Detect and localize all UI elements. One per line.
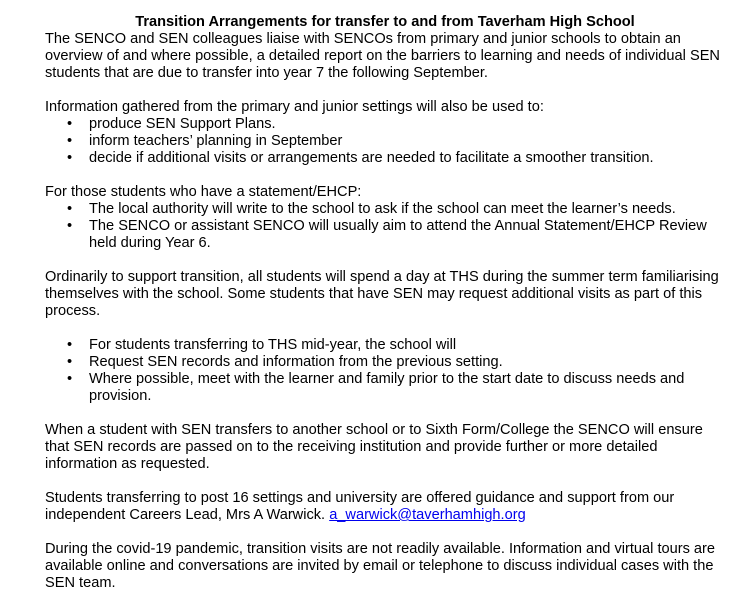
list-item: • Where possible, meet with the learner and family prior to the start date to discuss needs and provision. [45, 371, 725, 405]
paragraph-ehcp-intro: For those students who have a statement/EHCP: [45, 184, 362, 200]
list-item: • produce SEN Support Plans. [45, 116, 725, 133]
careers-text: Students transferring to post 16 settings and university are offered guidance and support from our independent Careers Lead, Mrs A Warwick. [45, 490, 675, 523]
list-mid-year-transfer [45, 337, 725, 405]
list-item: • decide if additional visits or arrangements are needed to facilitate a smoother transition. [45, 150, 725, 167]
document-page [45, 14, 725, 592]
list-ehcp-steps [45, 201, 725, 252]
list-item: • inform teachers’ planning in September [45, 133, 725, 150]
list-information-uses [45, 116, 725, 167]
paragraph-covid: During the covid-19 pandemic, transition visits are not readily available. Information and virtual tours are available online and conversations are invited by email or telephone to discuss individual cases with the SEN team. [45, 541, 716, 591]
paragraph-transition-day: Ordinarily to support transition, all students will spend a day at THS during the summer term familiarising themselves with the school. Some students that have SEN may request additional visits as part of this process. [45, 269, 719, 319]
spacer [45, 524, 725, 541]
spacer [45, 320, 725, 337]
spacer [45, 473, 725, 490]
spacer [45, 167, 725, 184]
list-item: • For students transferring to THS mid-year, the school will [45, 337, 725, 354]
document-title: Transition Arrangements for transfer to and from Taverham High School [135, 14, 635, 30]
spacer [45, 405, 725, 422]
spacer [45, 82, 725, 99]
paragraph-senco-liaison: The SENCO and SEN colleagues liaise with SENCOs from primary and junior schools to obtain an overview of and where possible, a detailed report on the barriers to learning and needs of individual SEN students that are due to transfer into year 7 the following September. [45, 31, 720, 81]
list-item: • Request SEN records and information from the previous setting. [45, 354, 725, 371]
paragraph-outgoing-transfer: When a student with SEN transfers to another school or to Sixth Form/College the SENCO will ensure that SEN records are passed on to the receiving institution and provide further or more detailed information as requested. [45, 422, 703, 472]
list-item: • The SENCO or assistant SENCO will usually aim to attend the Annual Statement/EHCP Review held during Year 6. [45, 218, 725, 252]
spacer [45, 252, 725, 269]
careers-email-link[interactable]: a_warwick@taverhamhigh.org [329, 507, 526, 523]
list-item: • The local authority will write to the school to ask if the school can meet the learner’s needs. [45, 201, 725, 218]
paragraph-careers [45, 490, 725, 524]
paragraph-information-use: Information gathered from the primary and junior settings will also be used to: [45, 99, 544, 115]
